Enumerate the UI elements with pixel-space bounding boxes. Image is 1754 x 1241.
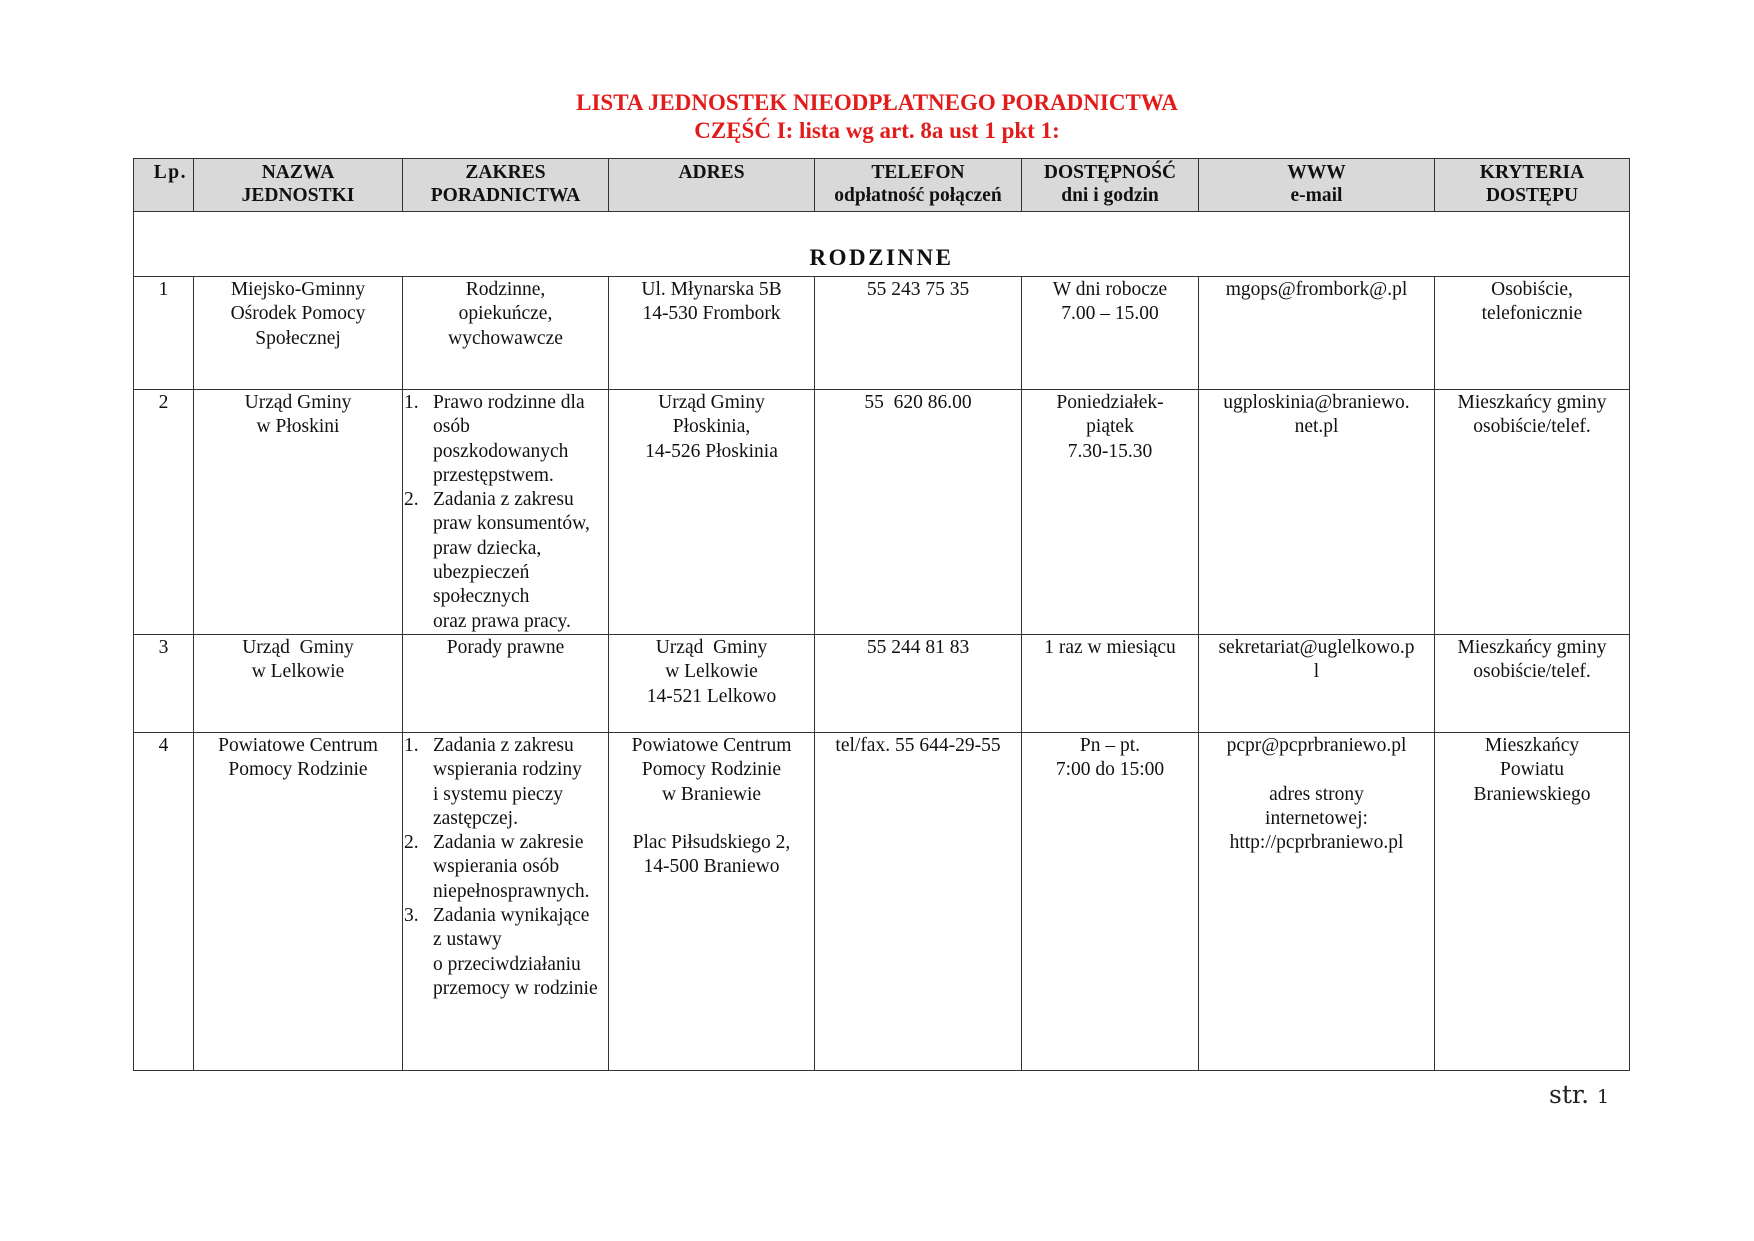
cell-dostepnosc: Pn – pt. 7:00 do 15:00: [1022, 732, 1199, 1070]
cell-telefon: 55 620 86.00: [815, 390, 1022, 635]
header-dostepnosc: DOSTĘPNOŚĆ dni i godzin: [1022, 159, 1199, 212]
cell-lp: 4: [134, 732, 194, 1070]
header-lp: Lp.: [134, 159, 194, 212]
cell-email[interactable]: sekretariat@uglelkowo.p l: [1199, 634, 1435, 732]
cell-adres: Ul. Młynarska 5B 14-530 Frombork: [609, 277, 815, 390]
cell-zakres: Rodzinne, opiekuńcze, wychowawcze: [403, 277, 609, 390]
header-telefon: TELEFON odpłatność połączeń: [815, 159, 1022, 212]
cell-kryteria: Osobiście, telefonicznie: [1435, 277, 1630, 390]
cell-kryteria: Mieszkańcy Powiatu Braniewskiego: [1435, 732, 1630, 1070]
cell-nazwa: Urząd Gminy w Płoskini: [194, 390, 403, 635]
header-nazwa: NAZWA JEDNOSTKI: [194, 159, 403, 212]
cell-adres: Urząd Gminy Płoskinia, 14-526 Płoskinia: [609, 390, 815, 635]
list-item: 2. Zadania w zakresie wspierania osób niepełnosprawnych.: [404, 832, 590, 902]
cell-zakres: [403, 390, 609, 635]
cell-telefon: 55 244 81 83: [815, 634, 1022, 732]
cell-dostepnosc: W dni robocze 7.00 – 15.00: [1022, 277, 1199, 390]
cell-zakres: [403, 732, 609, 1070]
cell-nazwa: Powiatowe Centrum Pomocy Rodzinie: [194, 732, 403, 1070]
cell-lp: 3: [134, 634, 194, 732]
cell-email[interactable]: mgops@frombork@.pl: [1199, 277, 1435, 390]
header-www: WWW e-mail: [1199, 159, 1435, 212]
header-kryteria: KRYTERIA DOSTĘPU: [1435, 159, 1630, 212]
list-item: 1. Prawo rodzinne dla osób poszkodowanych przestępstwem.: [404, 392, 585, 486]
page-number-value: 1: [1596, 1086, 1610, 1108]
cell-telefon: tel/fax. 55 644-29-55: [815, 732, 1022, 1070]
cell-zakres: Porady prawne: [403, 634, 609, 732]
cell-adres: Powiatowe Centrum Pomocy Rodzinie w Braniewie Plac Piłsudskiego 2, 14-500 Braniewo: [609, 732, 815, 1070]
cell-kryteria: Mieszkańcy gminy osobiście/telef.: [1435, 390, 1630, 635]
cell-email-www[interactable]: pcpr@pcprbraniewo.pl adres strony internetowej: http://pcprbraniewo.pl: [1199, 732, 1435, 1070]
table-row: [134, 390, 1630, 635]
list-item: 3. Zadania wynikające z ustawy o przeciwdziałaniu przemocy w rodzinie: [404, 905, 598, 999]
cell-lp: 2: [134, 390, 194, 635]
cell-kryteria: Mieszkańcy gminy osobiście/telef.: [1435, 634, 1630, 732]
zakres-list: [406, 391, 605, 634]
header-zakres: ZAKRES PORADNICTWA: [403, 159, 609, 212]
table-header-row: [134, 159, 1630, 212]
list-item: 1. Zadania z zakresu wspierania rodziny i systemu pieczy zastępczej.: [404, 734, 582, 829]
page-label: str.: [1549, 1080, 1590, 1109]
cell-dostepnosc: Poniedziałek- piątek 7.30-15.30: [1022, 390, 1199, 635]
page-number: [1549, 1080, 1609, 1109]
cell-lp: 1: [134, 277, 194, 390]
cell-nazwa: Miejsko-Gminny Ośrodek Pomocy Społecznej: [194, 277, 403, 390]
units-table: [133, 158, 1630, 1071]
cell-nazwa: Urząd Gminy w Lelkowie: [194, 634, 403, 732]
document-title: LISTA JEDNOSTEK NIEODPŁATNEGO PORADNICTWA: [576, 90, 1178, 115]
table-row: [134, 277, 1630, 390]
section-label: RODZINNE: [134, 212, 1630, 277]
section-row: [134, 212, 1630, 277]
cell-adres: Urząd Gminy w Lelkowie 14-521 Lelkowo: [609, 634, 815, 732]
document-subtitle: CZĘŚĆ I: lista wg art. 8a ust 1 pkt 1:: [694, 118, 1060, 143]
cell-email[interactable]: ugploskinia@braniewo. net.pl: [1199, 390, 1435, 635]
list-item: 2. Zadania z zakresu praw konsumentów, praw dziecka, ubezpieczeń społecznych oraz prawa pracy.: [404, 489, 590, 632]
cell-telefon: 55 243 75 35: [815, 277, 1022, 390]
table-row: [134, 634, 1630, 732]
cell-dostepnosc: 1 raz w miesiącu: [1022, 634, 1199, 732]
table-row: [134, 732, 1630, 1070]
zakres-list: [406, 734, 605, 1001]
header-adres: ADRES: [609, 159, 815, 212]
